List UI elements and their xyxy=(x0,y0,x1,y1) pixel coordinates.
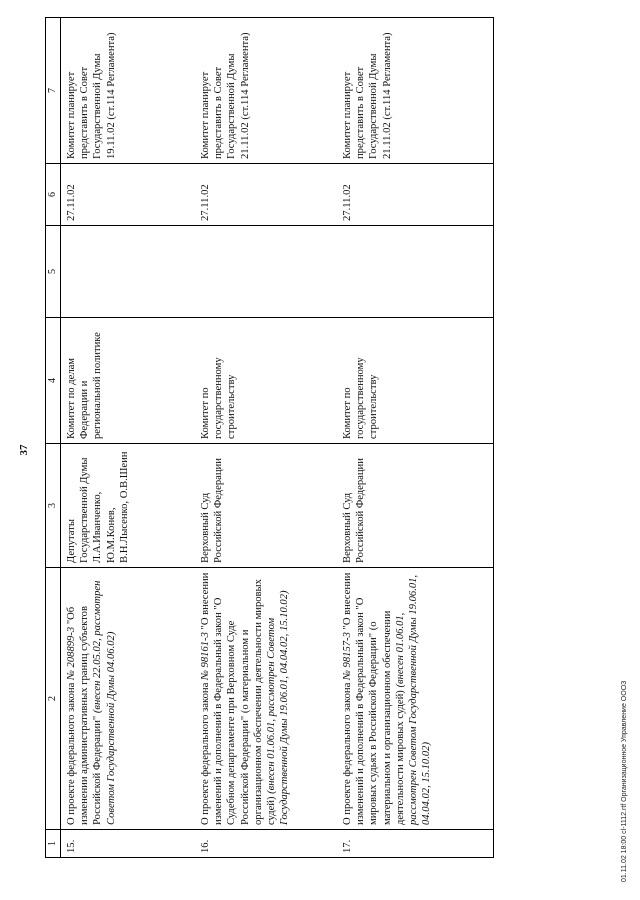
bill-title-body: "О внесении изменений и дополнений в Федеральный закон "О Судебном департаменте при Верховном Суде Российской Федерации" (о материальном и организационном обеспечении деятельности мировых судей) xyxy=(200,572,278,825)
responsible-committee: Комитет по делам Федерации и региональной политике xyxy=(61,318,196,444)
bill-note: (внесен 01.06.01, рассмотрен Советом Государственной Думы 19.06.01, 04.04.02, 15.10.02) xyxy=(394,574,433,825)
bill-author: Депутаты Государственной Думы Л.А.Иванченко, Ю.М.Конев, В.Н.Лысенко, О.В.Шеин xyxy=(61,444,196,568)
responsible-committee: Комитет по государственному строительству xyxy=(195,318,337,444)
bill-title-prefix: О проекте федерального закона xyxy=(200,680,211,825)
bill-title xyxy=(337,568,494,830)
bill-author: Верховный Суд Российской Федерации xyxy=(337,444,494,568)
review-date: 27.11.02 xyxy=(61,164,196,226)
bill-number: № 98157-3 xyxy=(342,632,353,681)
responsible-committee: Комитет по государственному строительству xyxy=(337,318,494,444)
column-header: 3 xyxy=(46,444,61,568)
bill-note: (внесен 22.05.02, рассмотрен Советом Государственной Думы 04.06.02) xyxy=(92,580,117,825)
row-number: 16. xyxy=(195,830,337,858)
column-5-cell xyxy=(195,226,337,318)
column-5-cell xyxy=(61,226,196,318)
remark: Комитет планирует представить в Совет Государственной Думы 21.11.02 (ст.114 Регламента) xyxy=(195,18,337,164)
remark: Комитет планирует представить в Совет Государственной Думы 19.11.02 (ст.114 Регламента) xyxy=(61,18,196,164)
bill-title xyxy=(61,568,196,830)
column-header: 2 xyxy=(46,568,61,830)
bill-title xyxy=(195,568,337,830)
agenda-table xyxy=(45,17,494,858)
table-row xyxy=(195,18,337,858)
row-number: 17. xyxy=(337,830,494,858)
bill-author: Верховный Суд Российской Федерации xyxy=(195,444,337,568)
review-date: 27.11.02 xyxy=(337,164,494,226)
header-row xyxy=(46,18,61,858)
page-footer: 01.11.02 18:00 cl-1112.rtf Организационное Управление ОООЗ xyxy=(621,680,628,882)
column-header: 7 xyxy=(46,18,61,164)
bill-title-body: "Об изменении административных границ субъектов Российской Федерации" xyxy=(66,606,104,825)
bill-note: (внесен 01.06.01, рассмотрен Советом Государственной Думы 19.06.01, 04.04.02, 15.10.02) xyxy=(266,590,291,825)
page-number: 37 xyxy=(18,444,30,456)
bill-title-prefix: О проекте федерального закона xyxy=(342,680,353,825)
table-row xyxy=(337,18,494,858)
row-number: 15. xyxy=(61,830,196,858)
column-header: 5 xyxy=(46,226,61,318)
column-header: 4 xyxy=(46,318,61,444)
column-5-cell xyxy=(337,226,494,318)
table-row xyxy=(61,18,196,858)
review-date: 27.11.02 xyxy=(195,164,337,226)
bill-number: № 98161-3 xyxy=(200,632,211,681)
remark: Комитет планирует представить в Совет Государственной Думы 21.11.02 (ст.114 Регламента) xyxy=(337,18,494,164)
bill-number: № 208899-3 xyxy=(66,626,77,681)
column-header: 6 xyxy=(46,164,61,226)
bill-title-body: "О внесении изменений и дополнений в Федеральный закон "О мировых судьях в Российской Федерации" (о материальном и организационном обеспечении деятельности мировых судей) xyxy=(342,572,406,825)
bill-title-prefix: О проекте федерального закона xyxy=(66,680,77,825)
column-header: 1 xyxy=(46,830,61,858)
